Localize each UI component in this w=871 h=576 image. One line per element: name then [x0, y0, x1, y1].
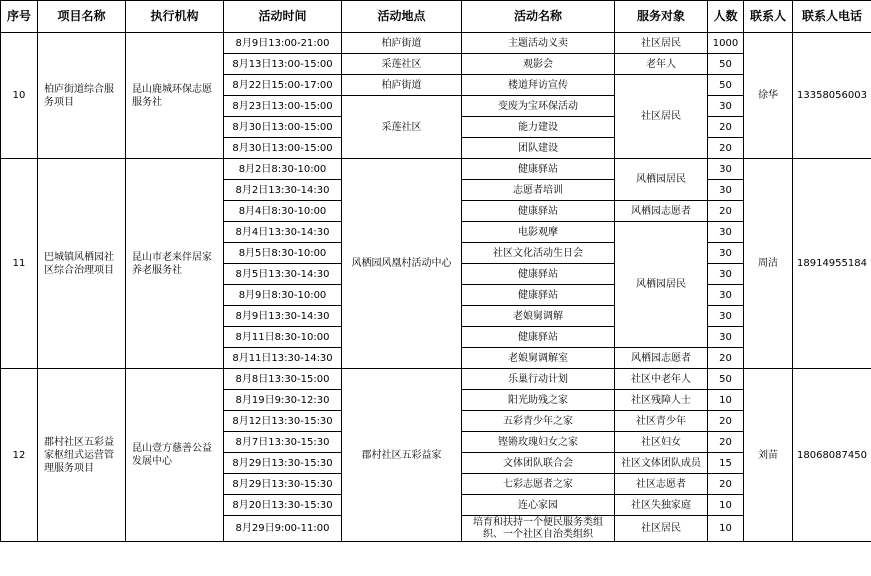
service-target: 社区妇女 — [615, 432, 708, 453]
activity-name: 健康驿站 — [462, 159, 615, 180]
service-target: 社区残障人士 — [615, 390, 708, 411]
activity-location: 柏庐街道 — [342, 33, 462, 54]
activity-time: 8月23日13:00-15:00 — [224, 96, 342, 117]
service-target: 风栖园志愿者 — [615, 201, 708, 222]
participant-count: 20 — [708, 411, 744, 432]
activity-time: 8月2日8:30-10:00 — [224, 159, 342, 180]
participant-count: 20 — [708, 348, 744, 369]
activity-name: 老娘舅调解 — [462, 306, 615, 327]
contact-phone: 18068087450 — [793, 369, 871, 542]
participant-count: 30 — [708, 306, 744, 327]
participant-count: 30 — [708, 222, 744, 243]
service-target: 社区居民 — [615, 33, 708, 54]
header-count: 人数 — [708, 1, 744, 33]
activity-name: 五彩青少年之家 — [462, 411, 615, 432]
activity-time: 8月29日9:00-11:00 — [224, 516, 342, 542]
executing-org: 昆山市老来伴居家养老服务社 — [126, 159, 224, 369]
activity-name: 健康驿站 — [462, 264, 615, 285]
participant-count: 50 — [708, 369, 744, 390]
activity-time: 8月4日13:30-14:30 — [224, 222, 342, 243]
table-row — [1, 159, 871, 180]
contact-phone: 13358056003 — [793, 33, 871, 159]
activity-location: 采莲社区 — [342, 96, 462, 159]
service-target: 社区居民 — [615, 516, 708, 542]
activity-time: 8月7日13:30-15:30 — [224, 432, 342, 453]
executing-org: 昆山壹方慈善公益发展中心 — [126, 369, 224, 542]
activity-name: 健康驿站 — [462, 285, 615, 306]
activity-name: 团队建设 — [462, 138, 615, 159]
participant-count: 30 — [708, 180, 744, 201]
contact-person: 徐华 — [744, 33, 793, 159]
header-contact: 联系人 — [744, 1, 793, 33]
activity-name: 连心家园 — [462, 495, 615, 516]
header-phone: 联系人电话 — [793, 1, 871, 33]
activity-name: 电影观摩 — [462, 222, 615, 243]
participant-count: 30 — [708, 327, 744, 348]
project-seq: 11 — [1, 159, 38, 369]
participant-count: 15 — [708, 453, 744, 474]
header-location: 活动地点 — [342, 1, 462, 33]
participant-count: 20 — [708, 474, 744, 495]
activity-time: 8月12日13:30-15:30 — [224, 411, 342, 432]
activity-time: 8月8日13:30-15:00 — [224, 369, 342, 390]
activity-time: 8月30日13:00-15:00 — [224, 117, 342, 138]
service-target: 社区青少年 — [615, 411, 708, 432]
participant-count: 30 — [708, 243, 744, 264]
activity-name: 能力建设 — [462, 117, 615, 138]
activity-name: 文体团队联合会 — [462, 453, 615, 474]
activity-name: 老娘舅调解室 — [462, 348, 615, 369]
service-target: 风栖园居民 — [615, 222, 708, 348]
participant-count: 20 — [708, 117, 744, 138]
activity-time: 8月29日13:30-15:30 — [224, 453, 342, 474]
activity-time: 8月9日8:30-10:00 — [224, 285, 342, 306]
participant-count: 20 — [708, 201, 744, 222]
activity-time: 8月5日13:30-14:30 — [224, 264, 342, 285]
activity-name: 楼道拜访宣传 — [462, 75, 615, 96]
header-seq: 序号 — [1, 1, 38, 33]
header-project-name: 项目名称 — [38, 1, 126, 33]
activity-name: 七彩志愿者之家 — [462, 474, 615, 495]
service-target: 社区居民 — [615, 75, 708, 159]
activity-location: 柏庐街道 — [342, 75, 462, 96]
project-seq: 10 — [1, 33, 38, 159]
participant-count: 30 — [708, 285, 744, 306]
activity-time: 8月11日8:30-10:00 — [224, 327, 342, 348]
participant-count: 10 — [708, 516, 744, 542]
participant-count: 20 — [708, 138, 744, 159]
activity-time: 8月2日13:30-14:30 — [224, 180, 342, 201]
activity-location: 郡村社区五彩益家 — [342, 369, 462, 542]
activity-name: 铿锵玫瑰妇女之家 — [462, 432, 615, 453]
activity-name: 主题活动义卖 — [462, 33, 615, 54]
activity-name: 阳光助残之家 — [462, 390, 615, 411]
participant-count: 20 — [708, 432, 744, 453]
service-target: 社区文体团队成员 — [615, 453, 708, 474]
activity-name: 培育和扶持一个便民服务类组织、一个社区自治类组织 — [462, 516, 615, 542]
activity-name: 观影会 — [462, 54, 615, 75]
activity-location: 风栖园风凰村活动中心 — [342, 159, 462, 369]
activity-time: 8月11日13:30-14:30 — [224, 348, 342, 369]
service-target: 老年人 — [615, 54, 708, 75]
activity-name: 志愿者培训 — [462, 180, 615, 201]
table-row — [1, 369, 871, 390]
header-row — [1, 1, 871, 33]
contact-phone: 18914955184 — [793, 159, 871, 369]
project-seq: 12 — [1, 369, 38, 542]
header-target: 服务对象 — [615, 1, 708, 33]
participant-count: 50 — [708, 75, 744, 96]
activity-name: 健康驿站 — [462, 327, 615, 348]
activity-time: 8月19日9:30-12:30 — [224, 390, 342, 411]
participant-count: 10 — [708, 390, 744, 411]
activity-time: 8月9日13:00-21:00 — [224, 33, 342, 54]
activity-time: 8月29日13:30-15:30 — [224, 474, 342, 495]
activity-time: 8月5日8:30-10:00 — [224, 243, 342, 264]
project-name: 巴城镇风栖园社区综合治理项目 — [38, 159, 126, 369]
activity-time: 8月30日13:00-15:00 — [224, 138, 342, 159]
contact-person: 刘苗 — [744, 369, 793, 542]
activity-time: 8月22日15:00-17:00 — [224, 75, 342, 96]
activity-name: 健康驿站 — [462, 201, 615, 222]
activity-time: 8月9日13:30-14:30 — [224, 306, 342, 327]
activity-time: 8月4日8:30-10:00 — [224, 201, 342, 222]
header-time: 活动时间 — [224, 1, 342, 33]
project-name: 柏庐街道综合服务项目 — [38, 33, 126, 159]
contact-person: 周洁 — [744, 159, 793, 369]
service-target: 社区中老年人 — [615, 369, 708, 390]
participant-count: 30 — [708, 96, 744, 117]
service-target: 风栖园居民 — [615, 159, 708, 201]
activity-name: 变废为宝环保活动 — [462, 96, 615, 117]
service-target: 社区志愿者 — [615, 474, 708, 495]
service-target: 社区失独家庭 — [615, 495, 708, 516]
table-row — [1, 33, 871, 54]
participant-count: 30 — [708, 264, 744, 285]
participant-count: 50 — [708, 54, 744, 75]
participant-count: 10 — [708, 495, 744, 516]
activity-location: 采莲社区 — [342, 54, 462, 75]
activity-time: 8月20日13:30-15:30 — [224, 495, 342, 516]
activity-time: 8月13日13:00-15:00 — [224, 54, 342, 75]
activity-name: 社区文化活动生日会 — [462, 243, 615, 264]
participant-count: 30 — [708, 159, 744, 180]
executing-org: 昆山鹿城环保志愿服务社 — [126, 33, 224, 159]
header-activity: 活动名称 — [462, 1, 615, 33]
activity-name: 乐巢行动计划 — [462, 369, 615, 390]
participant-count: 1000 — [708, 33, 744, 54]
project-name: 郡村社区五彩益家枢纽式运营管理服务项目 — [38, 369, 126, 542]
header-org: 执行机构 — [126, 1, 224, 33]
service-target: 风栖园志愿者 — [615, 348, 708, 369]
